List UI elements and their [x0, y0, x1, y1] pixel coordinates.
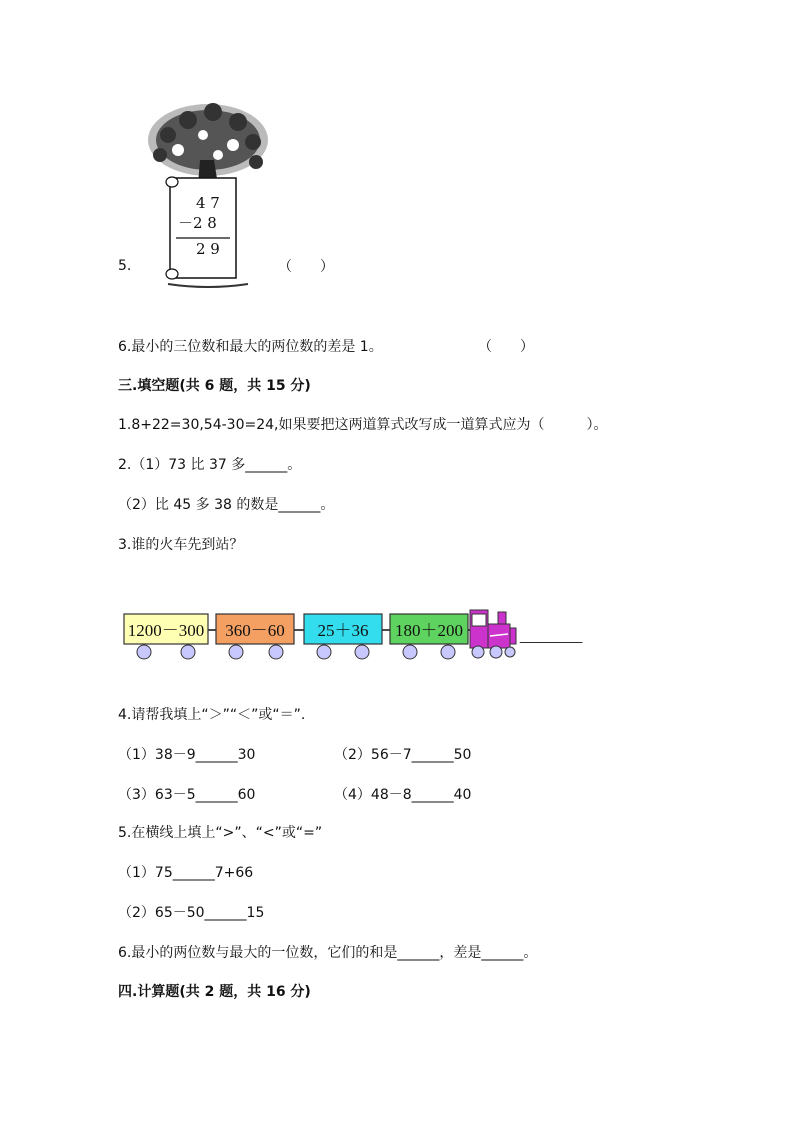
wheel — [269, 645, 283, 659]
wheel — [355, 645, 369, 659]
train-car-2-label: 360－60 — [225, 621, 285, 640]
vertical-row-2: －2 8 — [178, 214, 217, 232]
question-5-number: 5. — [118, 258, 132, 274]
fill-q5: 5.在横线上填上“>”、“<”或“=” — [118, 825, 323, 841]
train-engine — [470, 610, 516, 658]
fill-q1: 1.8+22=30,54-30=24,如果要把这两道算式改写成一道算式应为（ ）。 — [118, 417, 608, 433]
fill-q3: 3.谁的火车先到站？ — [118, 537, 244, 553]
train-car-1-label: 1200－300 — [127, 621, 205, 640]
tree-scroll-illustration — [138, 100, 278, 290]
fill-q4-item-2: （2）56－7______50 — [334, 747, 472, 763]
wheel — [137, 645, 151, 659]
question-5-answer-paren[interactable]: （ ） — [278, 259, 334, 275]
fill-q4-item-1: （1）38－9______30 — [118, 747, 256, 763]
wheel — [441, 645, 455, 659]
vertical-row-1: 4 7 — [196, 194, 220, 212]
fill-q2b: （2）比 45 多 38 的数是______。 — [118, 497, 335, 513]
wheel — [181, 645, 195, 659]
vertical-result: 2 9 — [196, 240, 220, 258]
fill-q4: 4.请帮我填上“＞”“＜”或“＝”. — [118, 707, 306, 723]
fill-q2a: 2.（1）73 比 37 多______。 — [118, 457, 302, 473]
train-answer-blank[interactable]: ________ — [520, 627, 583, 643]
train-illustration — [118, 600, 598, 666]
fill-q4-item-3: （3）63－5______60 — [118, 787, 256, 803]
wheel — [403, 645, 417, 659]
train-car-4-label: 180＋200 — [395, 621, 463, 640]
fill-q6: 6.最小的两位数与最大的一位数，它们的和是______，差是______。 — [118, 945, 538, 961]
section-4-title: 四.计算题(共 2 题，共 16 分) — [118, 984, 311, 1000]
fill-q5-item-1: （1）75______7+66 — [118, 865, 254, 881]
section-3-title: 三.填空题(共 6 题，共 15 分) — [118, 378, 311, 394]
question-6-text: 6.最小的三位数和最大的两位数的差是 1。 — [118, 339, 383, 355]
wheel — [317, 645, 331, 659]
train-car-3-label: 25＋36 — [317, 621, 369, 640]
question-6-answer-paren[interactable]: （ ） — [478, 339, 534, 355]
wheel — [229, 645, 243, 659]
fill-q4-item-4: （4）48－8______40 — [334, 787, 472, 803]
fill-q5-item-2: （2）65－50______15 — [118, 905, 265, 921]
